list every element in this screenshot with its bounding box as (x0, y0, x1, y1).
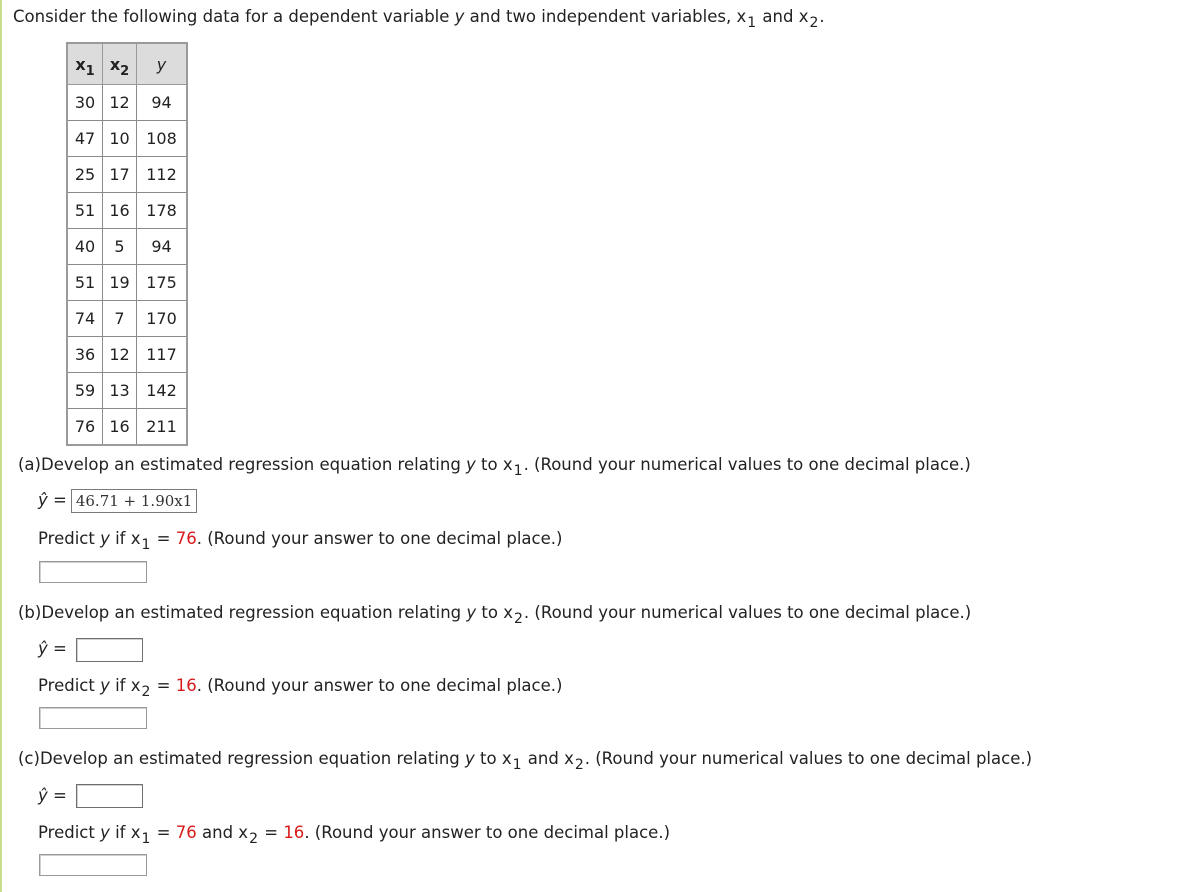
left-accent-bar (0, 0, 2, 892)
cell-y: 175 (137, 265, 188, 301)
table-row (67, 121, 187, 157)
cell-x1: 51 (67, 265, 103, 301)
cell-x1: 59 (67, 373, 103, 409)
cell-x1: 30 (67, 85, 103, 121)
header-x1: $x_1$ (67, 43, 103, 85)
part-b-question: (b)Develop an estimated regression equation relating y to $x_2$. (Round your numerical values to one decimal place.) (18, 603, 972, 627)
cell-x2: 12 (103, 85, 137, 121)
cell-x1: 51 (67, 193, 103, 229)
cell-x1: 25 (67, 157, 103, 193)
table-row (67, 157, 187, 193)
table-row (67, 229, 187, 265)
part-a-equation-answer[interactable]: 46.71 + 1.90x1 (71, 489, 197, 513)
part-a-equation: ŷ = 46.71 + 1.90x1 (38, 489, 197, 513)
part-a-predict: Predict y if $x_1 = 76$. (Round your answer to one decimal place.) (38, 529, 563, 553)
part-a-question: (a)Develop an estimated regression equation relating y to $x_1$. (Round your numerical values to one decimal place.) (18, 455, 971, 479)
cell-x2: 7 (103, 301, 137, 337)
cell-y: 178 (137, 193, 188, 229)
data-table (66, 42, 188, 446)
cell-x1: 76 (67, 409, 103, 446)
cell-x2: 10 (103, 121, 137, 157)
cell-x2: 16 (103, 193, 137, 229)
header-y: y (137, 43, 188, 85)
cell-x2: 13 (103, 373, 137, 409)
cell-x1: 36 (67, 337, 103, 373)
table-row (67, 265, 187, 301)
cell-y: 112 (137, 157, 188, 193)
cell-x1: 74 (67, 301, 103, 337)
cell-y: 108 (137, 121, 188, 157)
header-x2: $x_2$ (103, 43, 137, 85)
table-row (67, 337, 187, 373)
cell-x1: 40 (67, 229, 103, 265)
table-header-row (67, 43, 187, 85)
cell-x2: 19 (103, 265, 137, 301)
part-b-predict: Predict y if $x_2 = 16$. (Round your answer to one decimal place.) (38, 676, 563, 700)
part-b-equation-input[interactable] (76, 638, 143, 662)
table-row (67, 301, 187, 337)
cell-x2: 17 (103, 157, 137, 193)
cell-x2: 12 (103, 337, 137, 373)
part-b-equation: ŷ = (38, 639, 67, 658)
part-c-predict: Predict y if $x_1 = 76$ and $x_2 = 16$. (Round your answer to one decimal place.) (38, 823, 671, 847)
part-c-question: (c)Develop an estimated regression equation relating y to $x_1$ and $x_2$. (Round your numerical values to one decimal place.) (18, 749, 1033, 773)
part-c-equation: ŷ = (38, 786, 67, 805)
cell-x1: 47 (67, 121, 103, 157)
table-row (67, 193, 187, 229)
cell-y: 94 (137, 85, 188, 121)
cell-y: 211 (137, 409, 188, 446)
part-a-predict-input[interactable] (39, 561, 147, 583)
cell-y: 117 (137, 337, 188, 373)
cell-y: 142 (137, 373, 188, 409)
cell-y: 94 (137, 229, 188, 265)
problem-intro: Consider the following data for a dependent variable y and two independent variables, $x_1$ and $x_2$. (13, 7, 825, 31)
part-c-predict-input[interactable] (39, 854, 147, 876)
cell-x2: 5 (103, 229, 137, 265)
table-row (67, 373, 187, 409)
cell-x2: 16 (103, 409, 137, 446)
part-b-predict-input[interactable] (39, 707, 147, 729)
table-row (67, 409, 187, 446)
table-row (67, 85, 187, 121)
part-c-equation-input[interactable] (76, 784, 143, 808)
cell-y: 170 (137, 301, 188, 337)
